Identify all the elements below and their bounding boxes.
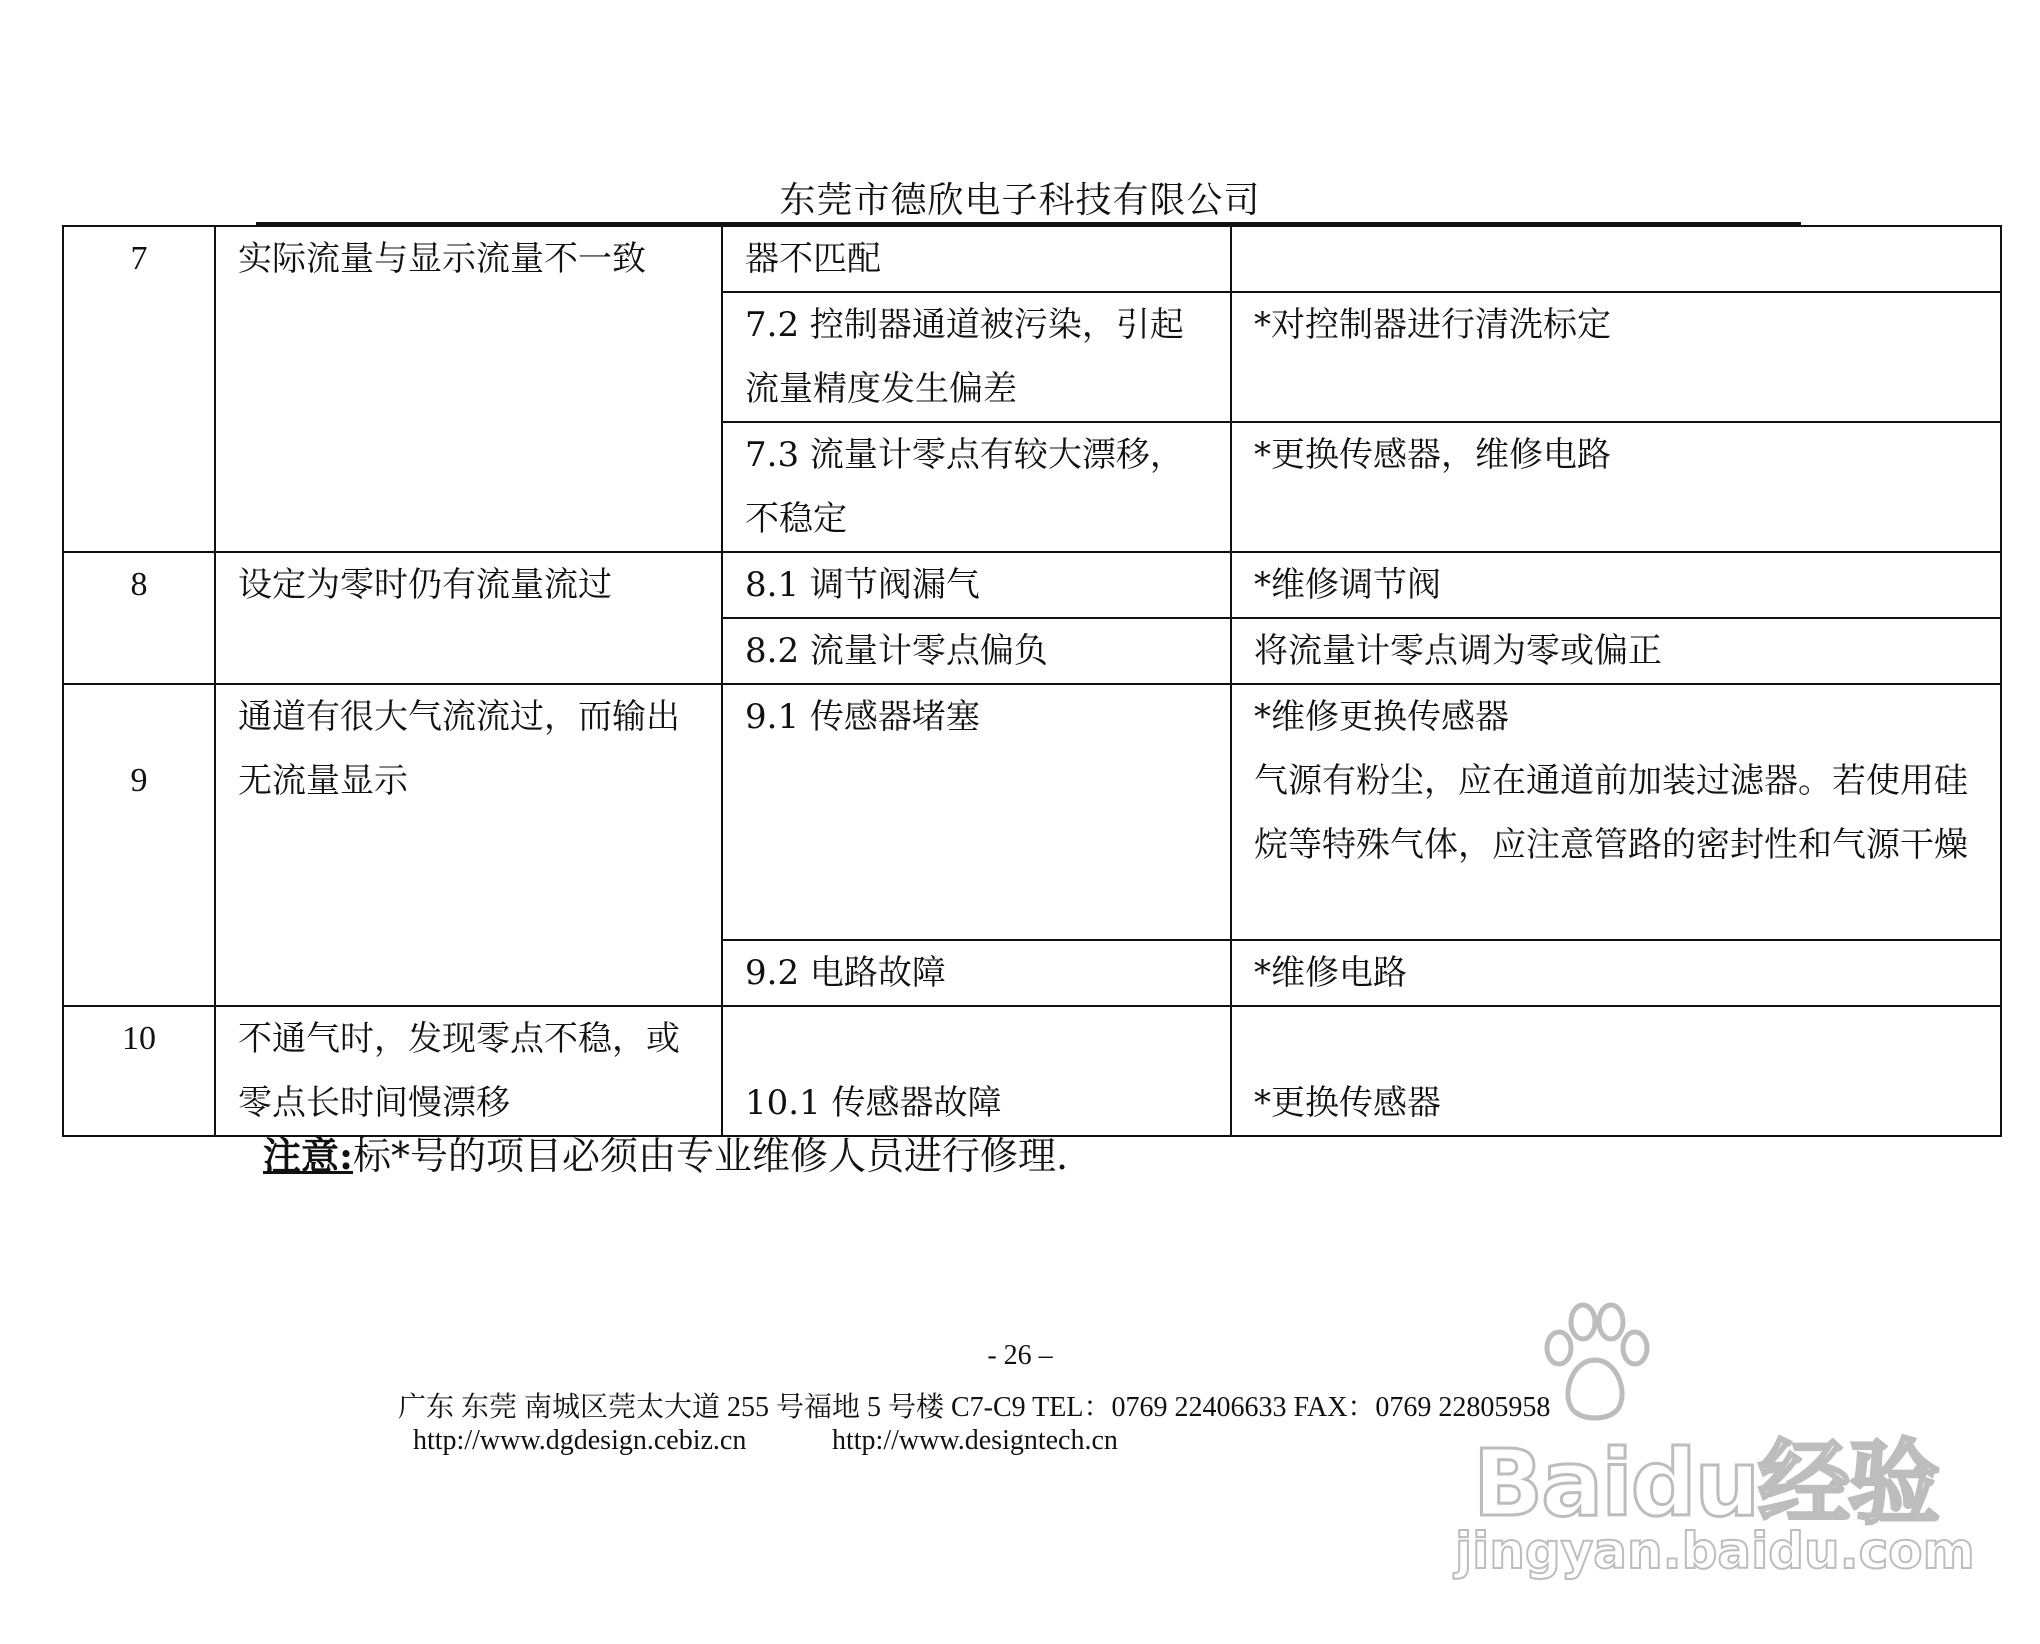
remedy-cell: *对控制器进行清洗标定	[1231, 292, 2001, 422]
table-row	[63, 552, 2001, 618]
note-label: 注意:	[263, 1133, 354, 1178]
cause-cell: 8.2 流量计零点偏负	[722, 618, 1231, 684]
row-number: 7	[63, 226, 215, 552]
table-row	[63, 226, 2001, 292]
symptom-cell: 通道有很大气流流过，而输出无流量显示	[215, 684, 722, 1006]
remedy-cell: *维修更换传感器 气源有粉尘，应在通道前加装过滤器。若使用硅烷等特殊气体，应注意管路的密封性和气源干燥	[1231, 684, 2001, 940]
table-row	[63, 1006, 2001, 1136]
remedy-cell: 将流量计零点调为零或偏正	[1231, 618, 2001, 684]
company-header: 东莞市德欣电子科技有限公司	[779, 180, 1261, 221]
symptom-cell: 设定为零时仍有流量流过	[215, 552, 722, 684]
fault-table	[62, 225, 2002, 1137]
watermark-url: jingyan.baidu.com	[1455, 1522, 1975, 1580]
symptom-cell: 实际流量与显示流量不一致	[215, 226, 722, 552]
remedy-cell: *维修调节阀	[1231, 552, 2001, 618]
cause-cell: 8.1 调节阀漏气	[722, 552, 1231, 618]
cause-cell: 器不匹配	[722, 226, 1231, 292]
cause-cell: 9.2 电路故障	[722, 940, 1231, 1006]
cause-cell: 7.2 控制器通道被污染，引起流量精度发生偏差	[722, 292, 1231, 422]
footer-url-link[interactable]: http://www.dgdesign.cebiz.cn	[413, 1425, 747, 1456]
note-text: 标*号的项目必须由专业维修人员进行修理.	[353, 1134, 1069, 1178]
symptom-cell: 不通气时，发现零点不稳，或零点长时间慢漂移	[215, 1006, 722, 1136]
remedy-cell: *更换传感器，维修电路	[1231, 422, 2001, 552]
row-number: 8	[63, 552, 215, 684]
remedy-cell: *维修电路	[1231, 940, 2001, 1006]
remedy-cell: *更换传感器	[1231, 1006, 2001, 1136]
footer-address: 广东 东莞 南城区莞太大道 255 号福地 5 号楼 C7-C9 TEL：0769 22406633 FAX：0769 22805958	[398, 1392, 1551, 1423]
watermark-brand: Baidu经验	[1473, 1430, 1939, 1537]
baidu-watermark	[1455, 1300, 1975, 1580]
row-number: 9	[63, 684, 215, 1006]
row-number: 10	[63, 1006, 215, 1136]
remedy-cell	[1231, 226, 2001, 292]
cause-cell: 7.3 流量计零点有较大漂移，不稳定	[722, 422, 1231, 552]
cause-cell: 9.1 传感器堵塞	[722, 684, 1231, 940]
cause-cell: 10.1 传感器故障	[722, 1006, 1231, 1136]
note	[263, 1125, 1068, 1180]
footer-url-link[interactable]: http://www.designtech.cn	[832, 1425, 1118, 1456]
page-number: - 26 –	[987, 1340, 1053, 1371]
table-row	[63, 684, 2001, 940]
